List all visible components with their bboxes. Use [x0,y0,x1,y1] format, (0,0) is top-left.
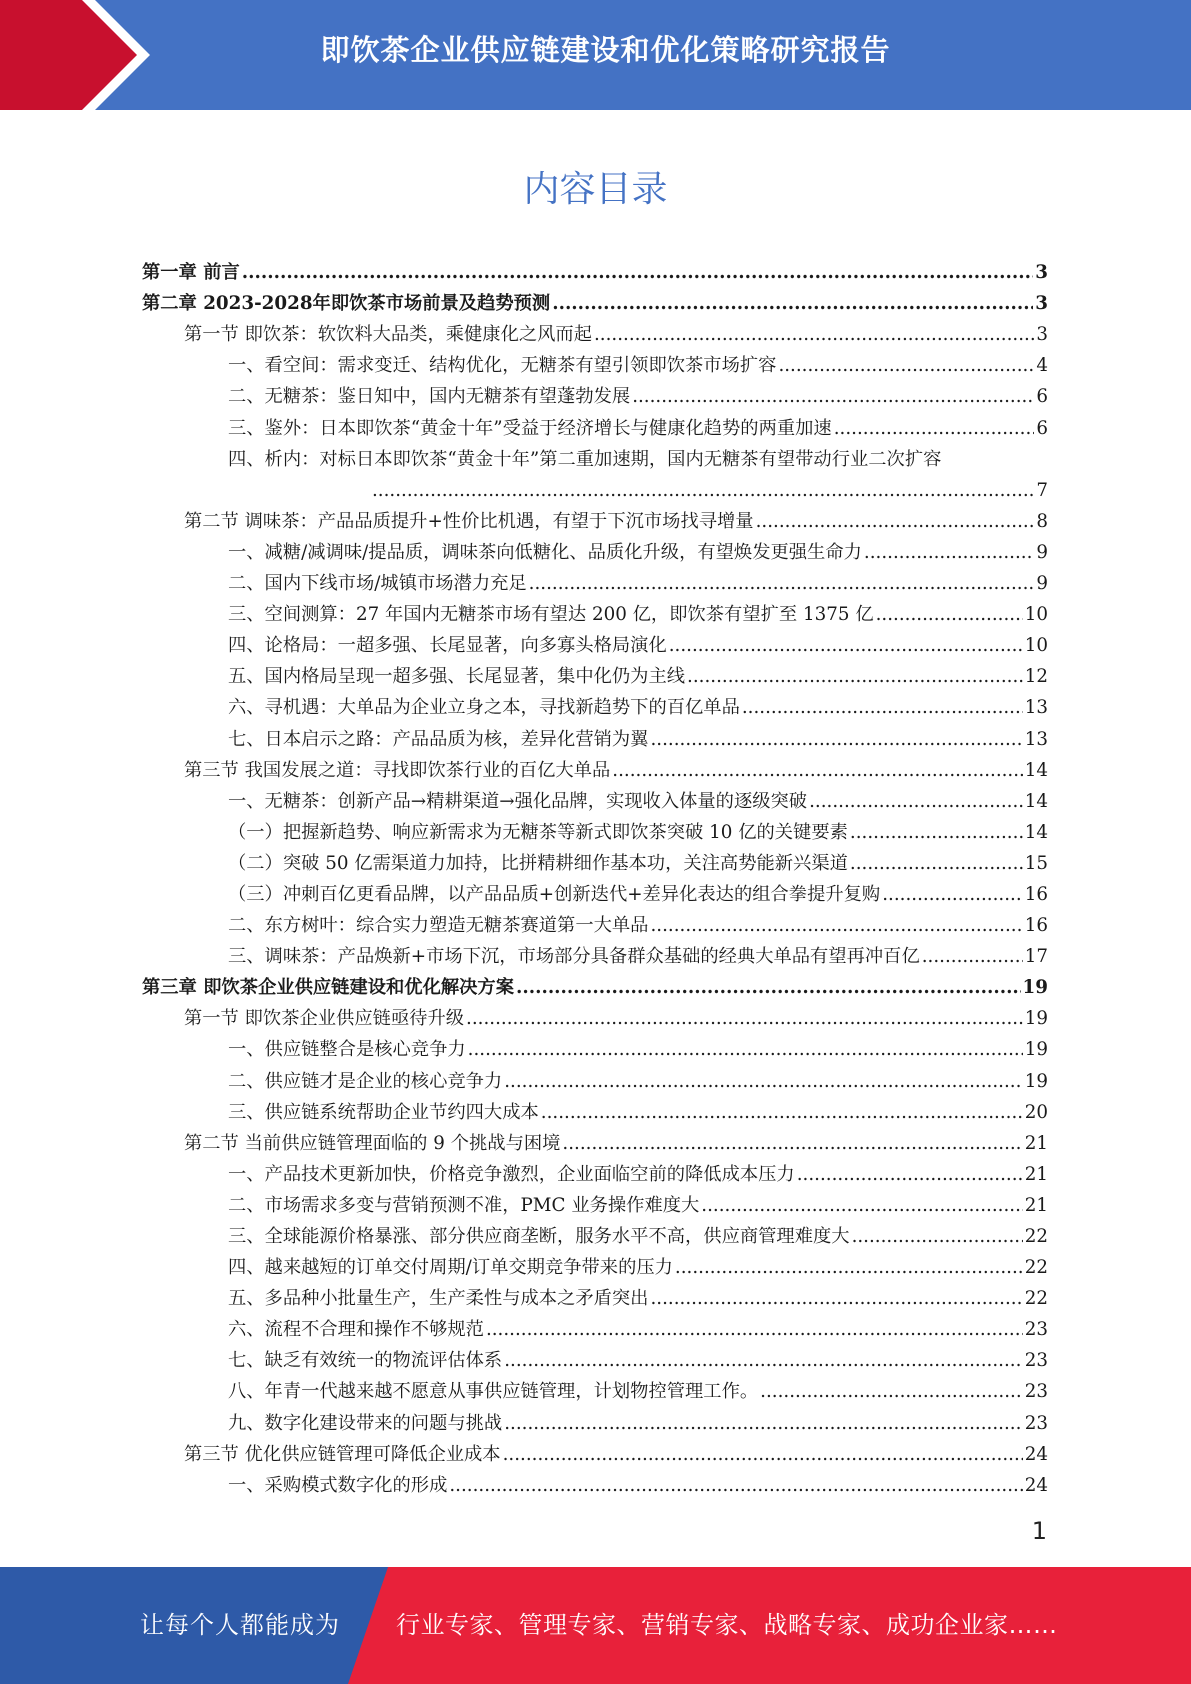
toc-entry[interactable] [142,689,1048,720]
toc-dot-leader [504,1412,1023,1436]
toc-dot-leader [541,1101,1023,1125]
toc-entry-page: 14 [1024,821,1048,843]
toc-entry-title: 第二章 2023-2028年即饮茶市场前景及趋势预测 [142,293,551,315]
toc-entry[interactable] [142,1467,1048,1498]
toc-heading: 内容目录 [523,169,668,210]
header-band [0,0,1191,110]
toc-entry-title: 一、无糖茶：创新产品→精耕渠道→强化品牌，实现收入体量的逐级突破 [228,790,808,812]
toc-entry-title: 三、调味茶：产品焕新+市场下沉，市场部分具备群众基础的经典大单品有望再冲百亿 [228,946,920,968]
toc-entry[interactable] [142,1404,1048,1435]
toc-dot-leader [242,261,1033,285]
toc-entry-title: 二、东方树叶：综合实力塑造无糖茶赛道第一大单品 [228,915,649,937]
toc-dot-leader [756,510,1035,534]
toc-entry[interactable] [142,1249,1048,1280]
toc-dot-leader [650,728,1022,752]
toc-entry-page: 4 [1036,355,1048,377]
toc-entry-page: 21 [1024,1194,1048,1216]
toc-entry[interactable] [142,472,1048,503]
toc-dot-leader [562,1132,1022,1156]
toc-dot-leader [760,1380,1023,1404]
toc-entry[interactable] [142,1373,1048,1404]
toc-entry-page: 17 [1024,946,1048,968]
toc-entry-title: 第二节 当前供应链管理面临的 9 个挑战与困境 [184,1132,561,1154]
toc-entry-page: 14 [1024,759,1048,781]
toc-entry-title: （二）突破 50 亿需渠道力加持，比拼精耕细作基本功，关注高势能新兴渠道 [228,852,848,874]
toc-entry-title: 一、看空间：需求变迁、结构优化，无糖茶有望引领即饮茶市场扩容 [228,355,777,377]
toc-entry-page: 23 [1024,1350,1048,1372]
toc-entry-page: 24 [1024,1474,1048,1496]
toc-entry[interactable] [142,969,1048,1000]
toc-dot-leader [834,417,1035,441]
toc-dot-leader [650,914,1022,938]
toc-entry-page: 13 [1024,728,1048,750]
toc-entry[interactable] [142,503,1048,534]
toc-entry-page: 23 [1024,1381,1048,1403]
toc-entry-title: 第三章 即饮茶企业供应链建设和优化解决方案 [142,977,514,999]
toc-entry-title: 七、缺乏有效统一的物流评估体系 [228,1350,503,1372]
toc-entry-page: 19 [1024,1070,1048,1092]
toc-entry-page: 22 [1024,1257,1048,1279]
toc-entry[interactable] [142,347,1048,378]
toc-dot-leader [632,385,1034,409]
toc-entry[interactable] [142,1156,1048,1187]
toc-dot-leader [876,603,1023,627]
toc-dot-leader [778,354,1034,378]
toc-entry[interactable] [142,1000,1048,1031]
toc-entry-page: 22 [1024,1226,1048,1247]
toc-entry[interactable] [142,1187,1048,1218]
toc-entry-page: 13 [1024,697,1048,719]
toc-entry-page: 23 [1024,1412,1048,1434]
toc-entry-page: 15 [1024,852,1048,874]
toc-entry[interactable] [142,1062,1048,1093]
toc-entry-page: 9 [1036,573,1048,595]
toc-entry-page: 19 [1024,1008,1048,1030]
toc-dot-leader [669,634,1023,658]
toc-entry-title: 第一节 即饮茶企业供应链亟待升级 [184,1008,465,1030]
toc-entry-page: 7 [1036,479,1048,501]
toc-entry-page: 19 [1024,1039,1048,1061]
toc-entry-title: 二、无糖茶：鉴日知中，国内无糖茶有望蓬勃发展 [228,386,631,408]
toc-entry-title: 一、减糖/减调味/提品质，调味茶向低糖化、品质化升级，有望焕发更强生命力 [228,541,862,563]
toc-entry-page: 16 [1024,915,1048,937]
toc-dot-leader [852,1225,1023,1249]
toc-entry-title: 四、析内：对标日本即饮茶“黄金十年”第二重加速期，国内无糖茶有望带动行业二次扩容 [228,448,942,470]
toc-entry[interactable] [142,565,1048,596]
toc-entry[interactable] [142,938,1048,969]
toc-dot-leader [504,1349,1023,1373]
toc-dot-leader [850,821,1023,845]
toc-entry[interactable] [142,814,1048,845]
toc-entry-page: 6 [1036,417,1048,439]
toc-entry-title: 三、空间测算：27 年国内无糖茶市场有望达 200 亿，即饮茶有望扩至 1375 亿 [228,604,874,626]
toc-entry[interactable] [142,1218,1048,1249]
toc-dot-leader [468,1038,1023,1062]
toc-entry-title: 六、流程不合理和操作不够规范 [228,1319,484,1341]
toc-entry-title: 二、供应链才是企业的核心竞争力 [228,1070,503,1092]
toc-entry[interactable] [142,1094,1048,1125]
toc-entry-page: 14 [1024,790,1048,812]
toc-entry-page: 20 [1024,1101,1048,1123]
toc-entry-page: 21 [1024,1163,1048,1185]
toc-entry-page: 6 [1036,386,1048,408]
toc-entry-title: 一、采购模式数字化的形成 [228,1474,448,1496]
toc-entry-title: （三）冲刺百亿更看品牌，以产品品质+创新迭代+差异化表达的组合拳提升复购 [228,883,881,905]
toc-entry-title: 三、全球能源价格暴涨、部分供应商垄断，服务水平不高，供应商管理难度大 [228,1226,850,1247]
toc-entry-page: 3 [1035,262,1048,284]
toc-entry[interactable] [142,720,1048,751]
toc-dot-leader [449,1474,1022,1498]
toc-entry-title: 二、国内下线市场/城镇市场潜力充足 [228,573,527,595]
toc-entry[interactable] [142,752,1048,783]
toc-entry[interactable] [142,1031,1048,1062]
toc-entry-page: 19 [1022,977,1048,999]
toc-entry[interactable] [142,378,1048,409]
footer-slogan-right: 行业专家、管理专家、营销专家、战略专家、成功企业家…… [396,1611,1058,1639]
toc-entry[interactable] [142,907,1048,938]
toc-entry-title: 一、产品技术更新加快，价格竞争激烈，企业面临空前的降低成本压力 [228,1163,795,1185]
toc-dot-leader [594,323,1034,347]
toc-entry[interactable] [142,596,1048,627]
toc-entry-title: 一、供应链整合是核心竞争力 [228,1039,466,1061]
toc-entry[interactable] [142,1436,1048,1467]
report-title: 即饮茶企业供应链建设和优化策略研究报告 [320,33,891,67]
toc-entry[interactable] [142,409,1048,440]
toc-dot-leader [687,665,1023,689]
toc-entry[interactable] [142,1311,1048,1342]
toc-entry-title: 二、市场需求多变与营销预测不准，PMC 业务操作难度大 [228,1194,700,1216]
toc-entry[interactable] [142,534,1048,565]
footer-slogan-left: 让每个人都能成为 [140,1611,340,1639]
toc-entry-title: 九、数字化建设带来的问题与挑战 [228,1412,503,1434]
toc-dot-leader [922,945,1023,969]
toc-entry[interactable] [142,658,1048,689]
toc-entry-page: 21 [1024,1132,1048,1154]
toc-entry-title: 四、论格局：一超多强、长尾显著，向多寡头格局演化 [228,635,667,657]
toc-entry-title: 八、年青一代越来越不愿意从事供应链管理，计划物控管理工作。 [228,1381,759,1403]
toc-entry-title: 七、日本启示之路：产品品质为核，差异化营销为翼 [228,728,649,750]
toc-entry-page: 23 [1024,1319,1048,1341]
toc-dot-leader [809,790,1023,814]
toc-entry[interactable] [142,285,1048,316]
toc-entry[interactable] [142,876,1048,907]
toc-dot-leader [529,572,1035,596]
toc-dot-leader [466,1007,1023,1031]
toc-entry-title: 第三节 优化供应链管理可降低企业成本 [184,1443,501,1465]
toc-entry-page: 9 [1036,541,1048,563]
toc-entry-title: 第一节 即饮茶：软饮料大品类，乘健康化之风而起 [184,324,592,346]
toc-entry[interactable] [142,627,1048,658]
toc-entry[interactable] [142,441,1048,472]
toc-dot-leader [850,852,1023,876]
toc-dot-leader [650,1287,1022,1311]
toc-dot-leader [516,976,1021,1000]
toc-entry[interactable] [142,254,1048,285]
toc-entry-title: 三、鉴外：日本即饮茶“黄金十年”受益于经济增长与健康化趋势的两重加速 [228,417,832,439]
toc-dot-leader [504,1070,1023,1094]
toc-entry-title: 第三节 我国发展之道：寻找即饮茶行业的百亿大单品 [184,759,611,781]
toc-entry-title: （一）把握新趋势、响应新需求为无糖茶等新式即饮茶突破 10 亿的关键要素 [228,821,848,843]
toc-entry-page: 3 [1035,293,1048,315]
toc-entry-page: 3 [1036,324,1048,346]
toc-dot-leader [701,1194,1022,1218]
toc-entry-title: 五、国内格局呈现一超多强、长尾显著，集中化仍为主线 [228,666,686,688]
toc-dot-leader [503,1443,1023,1467]
toc-entry-page: 24 [1024,1443,1048,1465]
toc-dot-leader [372,479,1034,503]
toc-entry-title: 三、供应链系统帮助企业节约四大成本 [228,1101,539,1123]
toc-dot-leader [742,696,1023,720]
toc-dot-leader [486,1318,1023,1342]
toc-entry-page: 10 [1024,604,1048,626]
table-of-contents [142,254,1048,1498]
toc-dot-leader [797,1163,1023,1187]
toc-dot-leader [552,292,1033,316]
footer-band [0,1567,1191,1684]
toc-entry-page: 8 [1036,510,1048,532]
toc-dot-leader [612,759,1022,783]
toc-entry[interactable] [142,1125,1048,1156]
toc-entry-title: 第二节 调味茶：产品品质提升+性价比机遇，有望于下沉市场找寻增量 [184,510,754,532]
toc-entry-page: 12 [1024,666,1048,688]
toc-entry[interactable] [142,783,1048,814]
toc-entry-title: 六、寻机遇：大单品为企业立身之本，寻找新趋势下的百亿单品 [228,697,740,719]
toc-entry-page: 16 [1024,883,1048,905]
toc-entry[interactable] [142,845,1048,876]
toc-entry-title: 四、越来越短的订单交付周期/订单交期竞争带来的压力 [228,1257,673,1279]
toc-dot-leader [675,1256,1023,1280]
toc-entry-title: 第一章 前言 [142,262,240,284]
page-number: 1 [1031,1517,1047,1545]
toc-entry-page: 10 [1024,635,1048,657]
toc-entry-page: 22 [1024,1288,1048,1310]
toc-dot-leader [864,541,1034,565]
toc-entry[interactable] [142,316,1048,347]
toc-entry[interactable] [142,1280,1048,1311]
toc-dot-leader [882,883,1023,907]
toc-entry[interactable] [142,1342,1048,1373]
toc-entry-title: 五、多品种小批量生产，生产柔性与成本之矛盾突出 [228,1288,649,1310]
